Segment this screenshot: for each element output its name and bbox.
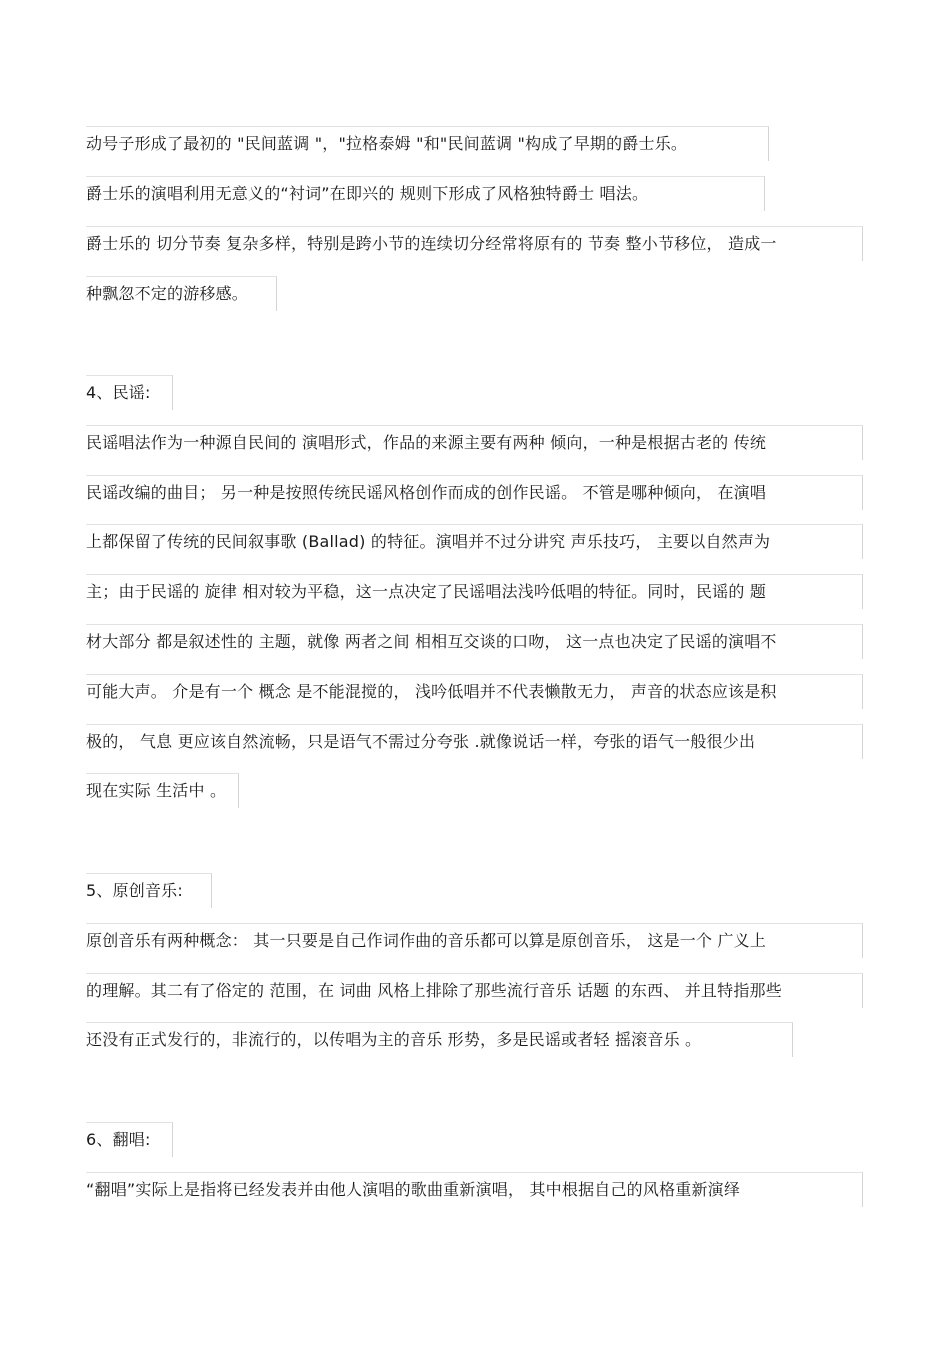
section-heading-6: 6、翻唱:: [86, 1122, 173, 1157]
text-line-19: “翻唱”实际上是指将已经发表并由他人演唱的歌曲重新演唱， 其中根据自己的风格重新演绎: [86, 1172, 863, 1207]
text-line-15: 原创音乐有两种概念： 其一只要是自己作词作曲的音乐都可以算是原创音乐， 这是一个 广义上: [86, 923, 863, 958]
text-line-1: 动号子形成了最初的 "民间蓝调 "，"拉格泰姆 "和"民间蓝调 "构成了早期的爵士乐。: [86, 126, 769, 161]
text-line-10: 材大部分 都是叙述性的 主题，就像 两者之间 相相互交谈的口吻， 这一点也决定了民谣的演唱不: [86, 624, 863, 659]
text-line-13: 现在实际 生活中 。: [86, 773, 239, 808]
text-line-9: 主；由于民谣的 旋律 相对较为平稳，这一点决定了民谣唱法浅吟低唱的特征。同时，民谣的 题: [86, 574, 863, 609]
text-line-8: 上都保留了传统的民间叙事歌 (Ballad) 的特征。演唱并不过分讲究 声乐技巧， 主要以自然声为: [86, 524, 863, 559]
section-heading-5: 5、原创音乐:: [86, 873, 212, 908]
text-line-3: 爵士乐的 切分节奏 复杂多样，特别是跨小节的连续切分经常将原有的 节奏 整小节移位， 造成一: [86, 226, 863, 261]
text-line-4: 种飘忽不定的游移感。: [86, 276, 277, 311]
text-line-2: 爵士乐的演唱利用无意义的“衬词”在即兴的 规则下形成了风格独特爵士 唱法。: [86, 176, 765, 211]
text-line-11: 可能大声。 介是有一个 概念 是不能混搅的， 浅吟低唱并不代表懒散无力， 声音的状态应该是积: [86, 674, 863, 709]
text-line-7: 民谣改编的曲目； 另一种是按照传统民谣风格创作而成的创作民谣。 不管是哪种倾向， 在演唱: [86, 475, 863, 510]
text-line-17: 还没有正式发行的，非流行的，以传唱为主的音乐 形势，多是民谣或者轻 摇滚音乐 。: [86, 1022, 793, 1057]
text-line-12: 极的， 气息 更应该自然流畅，只是语气不需过分夸张 .就像说话一样，夸张的语气一般很少出: [86, 724, 863, 759]
text-line-16: 的理解。其二有了俗定的 范围，在 词曲 风格上排除了那些流行音乐 话题 的东西、 并且特指那些: [86, 973, 863, 1008]
text-line-6: 民谣唱法作为一种源自民间的 演唱形式，作品的来源主要有两种 倾向，一种是根据古老的 传统: [86, 425, 863, 460]
section-heading-4: 4、民谣:: [86, 375, 173, 410]
